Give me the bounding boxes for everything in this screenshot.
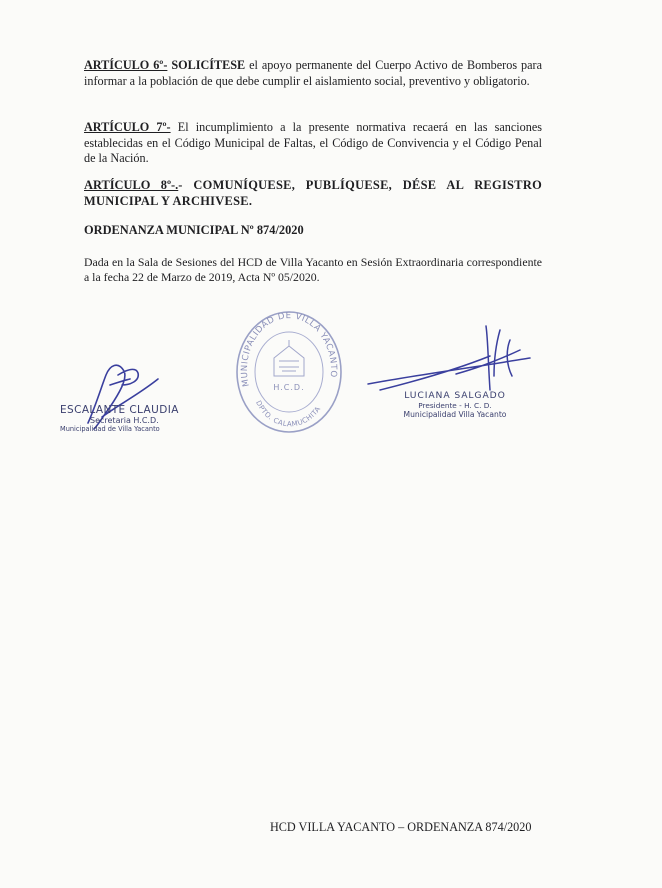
- article-8: [84, 178, 542, 209]
- right-signatory-role: Presidente - H. C. D.: [418, 401, 492, 410]
- article-7: [84, 120, 542, 167]
- right-signatory: [396, 390, 514, 419]
- page-footer: HCD VILLA YACANTO – ORDENANZA 874/2020: [270, 820, 532, 834]
- svg-text:DPTO. CALAMUCHITA: [254, 399, 322, 428]
- seal-center-text: H.C.D.: [273, 383, 305, 392]
- article-8-heading: - COMUNÍQUESE, PUBLÍQUESE, DÉSE AL REGISTRO MUNICIPAL Y ARCHIVESE.: [84, 178, 543, 208]
- seal-bottom-text: DPTO. CALAMUCHITA: [254, 399, 323, 429]
- left-signatory-name: ESCALANTE CLAUDIA: [60, 404, 179, 416]
- right-signatory-muni: Municipalidad Villa Yacanto: [403, 410, 507, 419]
- left-signatory: [60, 404, 179, 433]
- hcd-seal: [232, 306, 346, 436]
- dada-paragraph: Dada en la Sala de Sesiones del HCD de Villa Yacanto en Sesión Extraordinaria correspondiente a la fecha 22 de Marzo de 2019, Acta Nº 05/2020.: [84, 255, 542, 284]
- left-signatory-muni: Municipalidad de Villa Yacanto: [60, 425, 160, 433]
- article-8-number: ARTÍCULO 8º-.: [84, 178, 179, 192]
- article-6-heading: SOLICÍTESE: [171, 58, 246, 72]
- article-6: [84, 58, 542, 89]
- left-signatory-role: Secretaria H.C.D.: [90, 416, 159, 425]
- article-6-body: el apoyo permanente del Cuerpo Activo de Bomberos para informar a la población de que debe cumplir el aislamiento social, preventivo y obligatorio.: [84, 58, 543, 88]
- right-signatory-name: LUCIANA SALGADO: [404, 390, 506, 401]
- article-7-body: El incumplimiento a la presente normativa recaerá en las sanciones establecidas en el Código Municipal de Faltas, el Código de Convivencia y el Código Penal de la Nación.: [84, 120, 542, 165]
- article-6-number: ARTÍCULO 6º-: [84, 58, 168, 72]
- seal-ring-text: MUNICIPALIDAD DE VILLA YACANTO: [239, 311, 339, 388]
- ordinance-title: ORDENANZA MUNICIPAL Nº 874/2020: [84, 223, 304, 237]
- seal-emblem: [274, 340, 304, 376]
- article-7-number: ARTÍCULO 7º-: [84, 120, 171, 134]
